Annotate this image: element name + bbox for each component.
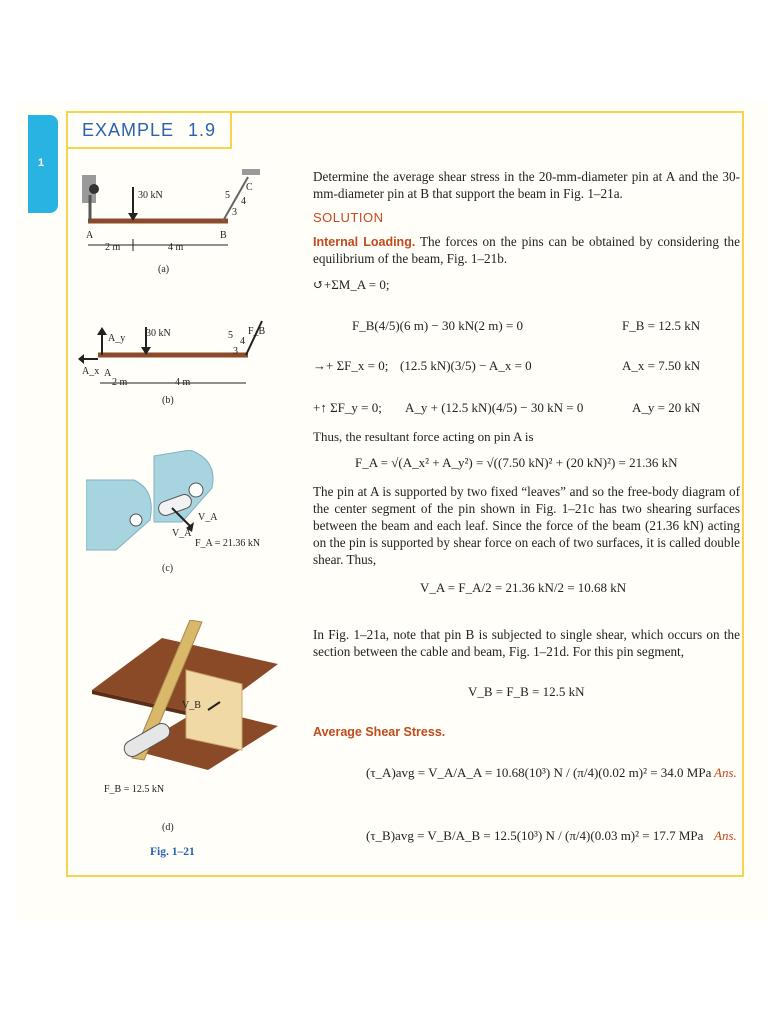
example-number: 1.9 — [188, 120, 217, 140]
tau-b-ans: Ans. — [714, 828, 737, 843]
fig-b-tri4: 4 — [240, 336, 245, 347]
solution-heading: SOLUTION — [313, 210, 384, 225]
fig-a-point-a: A — [86, 230, 94, 241]
figure-a — [78, 165, 268, 275]
fy-label: +↑ ΣF_y = 0; — [313, 400, 382, 415]
resultant-equation: F_A = √(A_x² + A_y²) = √((7.50 kN)² + (20 kN)²) = 21.36 kN — [355, 455, 678, 470]
right-leaf-hole-icon — [189, 483, 203, 497]
fx-result: A_x = 7.50 kN — [622, 358, 701, 373]
fx-equation: (12.5 kN)(3/5) − A_x = 0 — [400, 358, 532, 373]
fig-c-fa: F_A = 21.36 kN — [195, 538, 261, 549]
fig-a-dim1: 2 m — [105, 242, 121, 253]
ay-arrowhead — [97, 327, 107, 335]
moment-result: F_B = 12.5 kN — [622, 318, 701, 333]
section-number: 1 — [38, 157, 45, 169]
example-header — [82, 120, 216, 141]
fig-b-ay: A_y — [108, 333, 126, 344]
resultant-intro: Thus, the resultant force acting on pin A is — [313, 429, 534, 444]
fig-a-load-label: 30 kN — [138, 190, 163, 201]
vb-equation: V_B = F_B = 12.5 kN — [468, 684, 585, 699]
fig-b-tri3: 3 — [233, 346, 238, 357]
figure-b — [78, 315, 268, 400]
tau-b-equation: (τ_B)avg = V_B/A_B = 12.5(10³) N / (π/4)(0.03 m)² = 17.7 MPa — [366, 828, 704, 843]
internal-loading-text: The forces on the pins can be obtained by considering the equilibrium of the beam, Fig. 1–21b. — [313, 234, 741, 266]
fig-b-caption: (b) — [162, 395, 174, 406]
fy-equation: A_y + (12.5 kN)(4/5) − 30 kN = 0 — [405, 400, 584, 415]
moment-equation: F_B(4/5)(6 m) − 30 kN(2 m) = 0 — [352, 318, 524, 333]
figure-caption: Fig. 1–21 — [150, 846, 195, 858]
double-shear-paragraph: The pin at A is supported by two fixed “leaves” and so the free-body diagram of the center segment of the pin shown in Fig. 1–21c has two shearing surfaces between the beam and each leaf. Since the force of the beam (21.36 kN) acting on the pin is supported by shear force on each of two surfaces, it is called double shear. Thus, — [313, 484, 740, 567]
section-tab — [28, 115, 58, 213]
pin-a-icon — [89, 184, 99, 194]
fig-b-ax: A_x — [82, 366, 100, 377]
tau-a-ans: Ans. — [714, 765, 737, 780]
fig-a-dim2: 4 m — [168, 242, 184, 253]
fig-a-tri5: 5 — [225, 190, 230, 201]
problem-statement: Determine the average shear stress in the 20-mm-diameter pin at A and the 30-mm-diameter pin at B that support the beam in Fig. 1–21a. — [313, 169, 740, 201]
fig-b-tri5: 5 — [228, 330, 233, 341]
ceiling-support-a — [242, 169, 260, 175]
fig-a-tri3: 3 — [232, 207, 237, 218]
fig-d-caption: (d) — [162, 822, 174, 833]
single-shear-paragraph: In Fig. 1–21a, note that pin B is subjected to single shear, which occurs on the section between the cable and beam, Fig. 1–21d. For this pin segment, — [313, 627, 740, 659]
example-label: EXAMPLE — [82, 120, 175, 140]
fig-a-caption: (a) — [158, 264, 170, 275]
fx-label: →+ ΣF_x = 0; — [313, 358, 389, 373]
fig-b-dim1: 2 m — [112, 377, 128, 388]
fig-b-point-a: A — [104, 368, 112, 379]
internal-loading-paragraph — [313, 233, 740, 267]
fig-d-fb: F_B = 12.5 kN — [104, 784, 165, 795]
avg-shear-heading: Average Shear Stress. — [313, 725, 446, 739]
va-equation: V_A = F_A/2 = 21.36 kN/2 = 10.68 kN — [420, 580, 627, 595]
fig-c-va-left: V_A — [172, 528, 192, 539]
fig-b-fb: F_B — [248, 326, 266, 337]
fig-a-tri4: 4 — [241, 196, 246, 207]
left-leaf-hole-icon — [130, 514, 142, 526]
internal-loading-heading: Internal Loading. — [313, 235, 416, 249]
ax-arrowhead — [78, 354, 84, 364]
fig-c-va-right: V_A — [198, 512, 218, 523]
tau-a-equation: (τ_A)avg = V_A/A_A = 10.68(10³) N / (π/4)(0.02 m)² = 34.0 MPa — [366, 765, 712, 780]
fig-b-dim2: 4 m — [175, 377, 191, 388]
fig-a-point-b: B — [220, 230, 227, 241]
left-leaf — [86, 480, 151, 550]
fig-d-vb: V_B — [182, 700, 201, 711]
fig-b-load-label: 30 kN — [146, 328, 171, 339]
fy-result: A_y = 20 kN — [632, 400, 701, 415]
moment-sum-label: ↺+ΣM_A = 0; — [313, 277, 390, 292]
fig-c-caption: (c) — [162, 563, 174, 574]
fig-a-point-c: C — [246, 182, 253, 193]
